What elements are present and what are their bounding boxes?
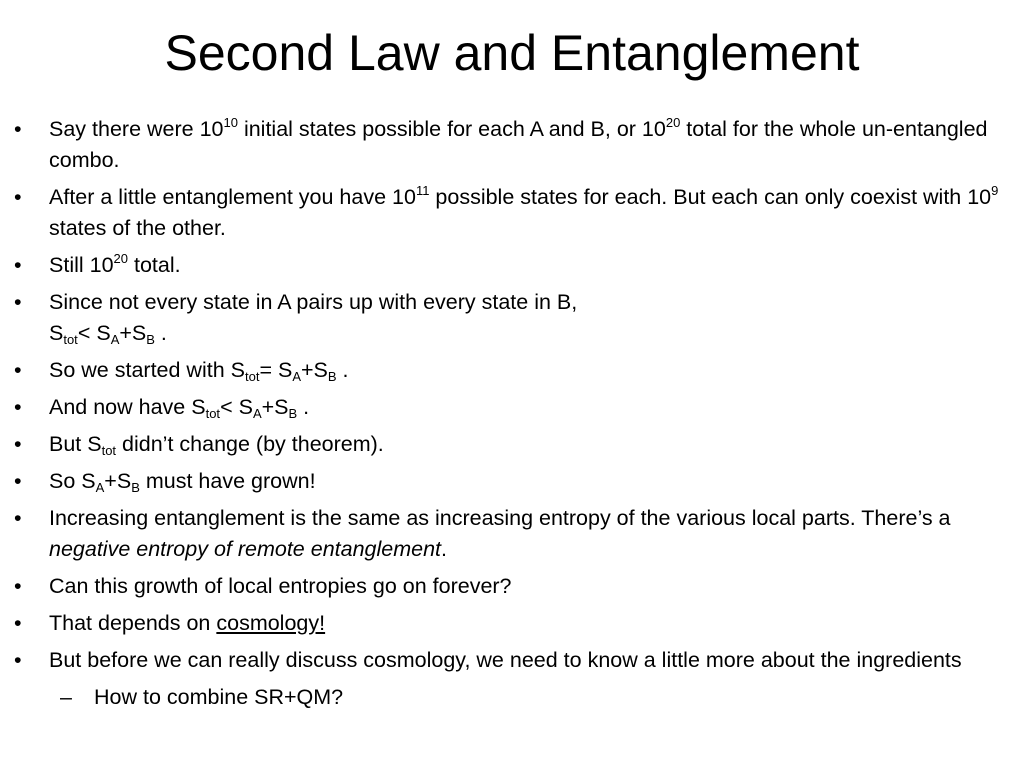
- list-item: • And now have $S_{tot}< S_A+S_B$ .: [14, 392, 1020, 423]
- cosmology-link[interactable]: cosmology!: [216, 611, 326, 635]
- list-item: • That depends on cosmology!: [14, 608, 1020, 639]
- list-item: • So we started with $S_{tot}= S_A+S_B$ .: [14, 355, 1020, 386]
- dash-bullet-icon: –: [60, 685, 72, 709]
- list-item: • Can this growth of local entropies go on forever?: [14, 571, 1020, 602]
- bullet-icon: •: [14, 648, 22, 672]
- list-item: • Increasing entanglement is the same as increasing entropy of the various local parts. There’s a negative entropy of remote entanglement.: [14, 503, 1020, 565]
- list-item: • Still $10^{20}$ total.: [14, 250, 1020, 281]
- bullet-icon: •: [14, 395, 22, 419]
- list-item: • Say there were $10^{10}$ initial states possible for each A and B, or $10^{20}$ total for the whole un-entangled combo.: [14, 115, 988, 172]
- emphasis-text: negative entropy of remote entanglement: [49, 537, 442, 561]
- bullet-icon: •: [14, 432, 22, 456]
- slide-title: Second Law and Entanglement: [164, 25, 860, 81]
- sub-list-item: – How to combine SR+QM?: [14, 682, 1020, 713]
- bullet-icon: •: [14, 469, 22, 493]
- list-item: • Since not every state in A pairs up with every state in B, $S_{tot}< S_A+S_B$ .: [14, 287, 1020, 349]
- list-item: • But before we can really discuss cosmology, we need to know a little more about the ingredients: [14, 645, 1020, 676]
- bullet-icon: •: [14, 574, 22, 598]
- list-item: • So $S_A+S_B$ must have grown!: [14, 466, 1020, 497]
- list-item: • But $S_{tot}$ didn’t change (by theorem).: [14, 429, 1020, 460]
- bullet-icon: •: [14, 253, 22, 277]
- bullet-icon: •: [14, 611, 22, 635]
- bullet-icon: •: [14, 185, 22, 209]
- bullet-icon: •: [14, 290, 22, 314]
- bullet-list: [14, 114, 1020, 719]
- bullet-icon: •: [14, 117, 22, 141]
- bullet-icon: •: [14, 506, 22, 530]
- bullet-icon: •: [14, 358, 22, 382]
- list-item: • After a little entanglement you have $10^{11}$ possible states for each. But each can only coexist with $10^9$ states of the other.: [14, 183, 999, 240]
